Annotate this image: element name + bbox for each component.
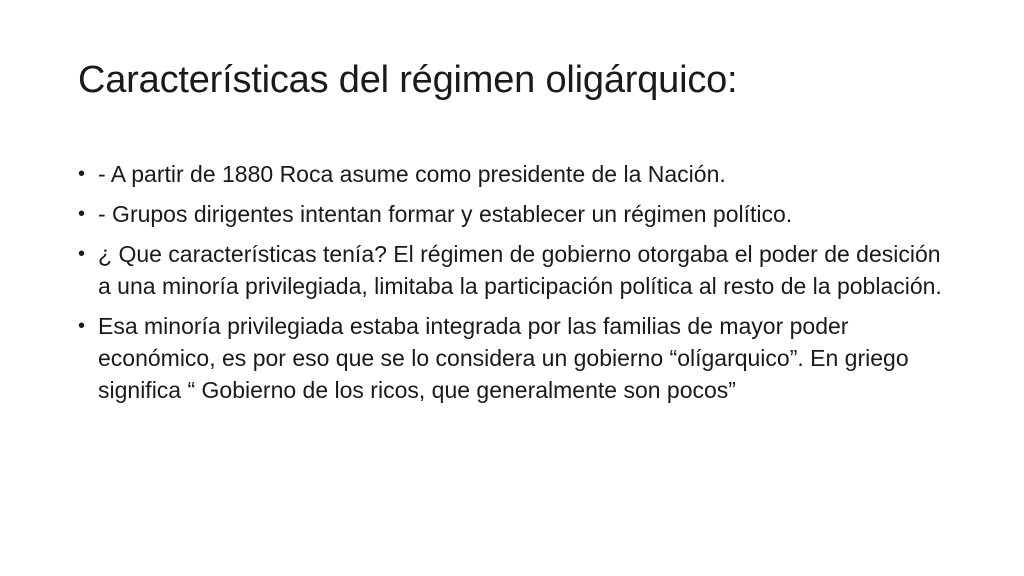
slide-title: Características del régimen oligárquico: bbox=[78, 59, 738, 101]
bullet-text: ¿ Que características tenía? El régimen de gobierno otorgaba el poder de desición a una minoría privilegiada, limitaba la participación política al resto de la población. bbox=[98, 241, 942, 299]
bullet-dot-icon: • bbox=[78, 163, 86, 185]
bullet-dot-icon: • bbox=[78, 203, 86, 225]
bullet-text: - Grupos dirigentes intentan formar y establecer un régimen político. bbox=[98, 201, 793, 227]
bullet-item bbox=[78, 198, 958, 230]
bullet-item bbox=[78, 238, 958, 302]
bullet-dot-icon: • bbox=[78, 243, 86, 265]
bullet-text: Esa minoría privilegiada estaba integrada por las familias de mayor poder económico, es por eso que se lo considera un gobierno “olígarquico”. En griego significa “ Gobierno de los ricos, que generalmente son pocos” bbox=[98, 313, 909, 403]
bullet-list bbox=[78, 158, 958, 414]
bullet-text: - A partir de 1880 Roca asume como presidente de la Nación. bbox=[98, 161, 726, 187]
bullet-item bbox=[78, 158, 958, 190]
bullet-item bbox=[78, 310, 958, 406]
bullet-dot-icon: • bbox=[78, 315, 86, 337]
